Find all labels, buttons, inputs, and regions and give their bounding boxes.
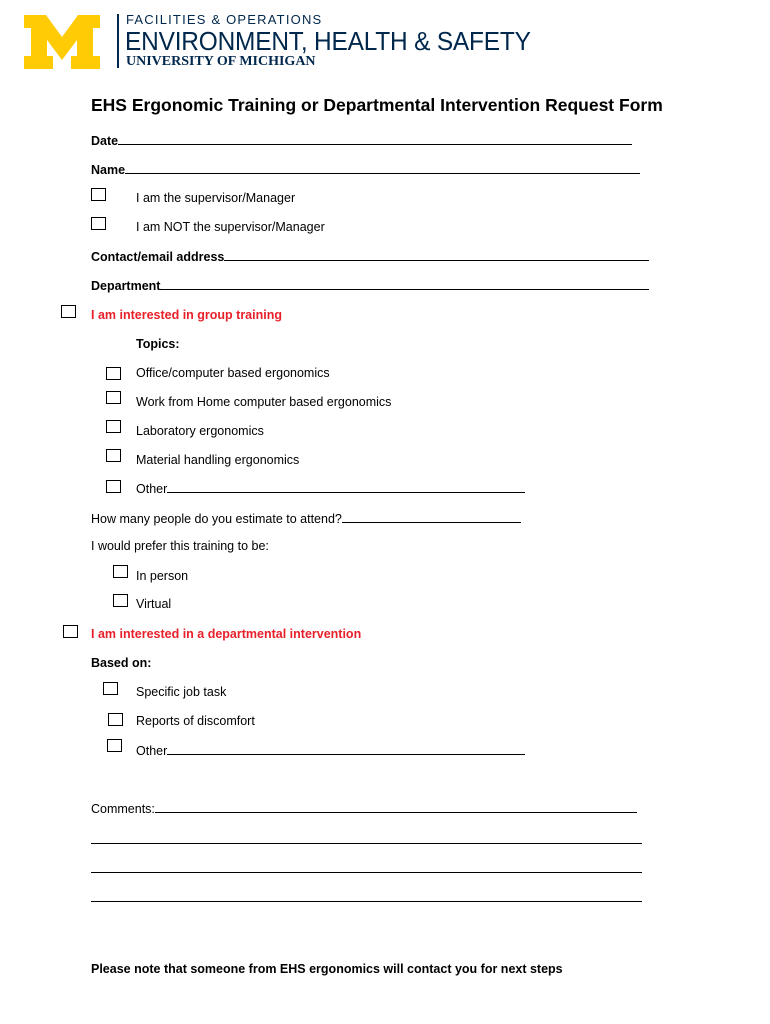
in-person-checkbox[interactable]: [113, 565, 128, 578]
topic-other-input-line[interactable]: [167, 481, 525, 493]
org-unit-label: ENVIRONMENT, HEALTH & SAFETY: [125, 26, 531, 56]
topic-material-checkbox[interactable]: [106, 449, 121, 462]
department-label: Department: [91, 279, 161, 293]
topic-lab-label: Laboratory ergonomics: [136, 424, 264, 438]
comments-line-4[interactable]: [91, 901, 642, 902]
name-label: Name: [91, 163, 126, 177]
based-on-other-checkbox[interactable]: [107, 739, 122, 752]
virtual-label: Virtual: [136, 597, 172, 611]
footer-note: Please note that someone from EHS ergonomics will contact you for next steps: [91, 962, 563, 976]
topic-material-label: Material handling ergonomics: [136, 453, 300, 467]
contact-field[interactable]: [91, 249, 649, 264]
topic-office-checkbox[interactable]: [106, 367, 121, 380]
group-training-checkbox[interactable]: [61, 305, 76, 318]
form-title: EHS Ergonomic Training or Departmental Intervention Request Form: [91, 95, 663, 115]
topic-other-label: Other: [136, 482, 168, 496]
topic-wfh-checkbox[interactable]: [106, 391, 121, 404]
preference-question: I would prefer this training to be:: [91, 539, 269, 553]
date-field[interactable]: [91, 133, 632, 148]
department-field[interactable]: [91, 278, 649, 293]
topic-other-checkbox[interactable]: [106, 480, 121, 493]
supervisor-checkbox[interactable]: [91, 188, 106, 201]
based-on-other-field[interactable]: [136, 743, 525, 758]
not-supervisor-checkbox[interactable]: [91, 217, 106, 230]
attendees-input-line[interactable]: [342, 511, 521, 523]
not-supervisor-label: I am NOT the supervisor/Manager: [136, 220, 325, 234]
comments-input-line[interactable]: [155, 801, 637, 813]
in-person-label: In person: [136, 569, 189, 583]
org-department-label: FACILITIES & OPERATIONS: [126, 12, 323, 27]
discomfort-label: Reports of discomfort: [136, 714, 255, 728]
attendees-field[interactable]: [91, 511, 521, 526]
topics-label: Topics:: [136, 337, 180, 351]
based-on-label: Based on:: [91, 656, 152, 670]
job-task-label: Specific job task: [136, 685, 227, 699]
topic-wfh-label: Work from Home computer based ergonomics: [136, 395, 392, 409]
comments-line-3[interactable]: [91, 872, 642, 873]
based-on-other-input-line[interactable]: [167, 743, 525, 755]
based-on-other-label: Other: [136, 744, 168, 758]
date-label: Date: [91, 134, 119, 148]
department-input-line[interactable]: [160, 278, 649, 290]
university-m-logo: [24, 15, 100, 69]
topic-office-label: Office/computer based ergonomics: [136, 366, 330, 380]
comments-line-2[interactable]: [91, 843, 642, 844]
supervisor-label: I am the supervisor/Manager: [136, 191, 296, 205]
intervention-checkbox[interactable]: [63, 625, 78, 638]
name-field[interactable]: [91, 162, 640, 177]
university-name: UNIVERSITY OF MICHIGAN: [126, 54, 316, 69]
attendees-label: How many people do you estimate to attend?: [91, 512, 342, 526]
comments-label: Comments:: [91, 802, 155, 816]
group-training-label: I am interested in group training: [91, 308, 282, 322]
topic-lab-checkbox[interactable]: [106, 420, 121, 433]
intervention-label: I am interested in a departmental intervention: [91, 627, 362, 641]
discomfort-checkbox[interactable]: [108, 713, 123, 726]
topic-other-field[interactable]: [136, 481, 525, 496]
contact-label: Contact/email address: [91, 250, 225, 264]
job-task-checkbox[interactable]: [103, 682, 118, 695]
date-input-line[interactable]: [118, 133, 632, 145]
name-input-line[interactable]: [125, 162, 640, 174]
comments-field[interactable]: [91, 801, 637, 816]
contact-input-line[interactable]: [224, 249, 649, 261]
logo-divider: [117, 14, 119, 68]
virtual-checkbox[interactable]: [113, 594, 128, 607]
